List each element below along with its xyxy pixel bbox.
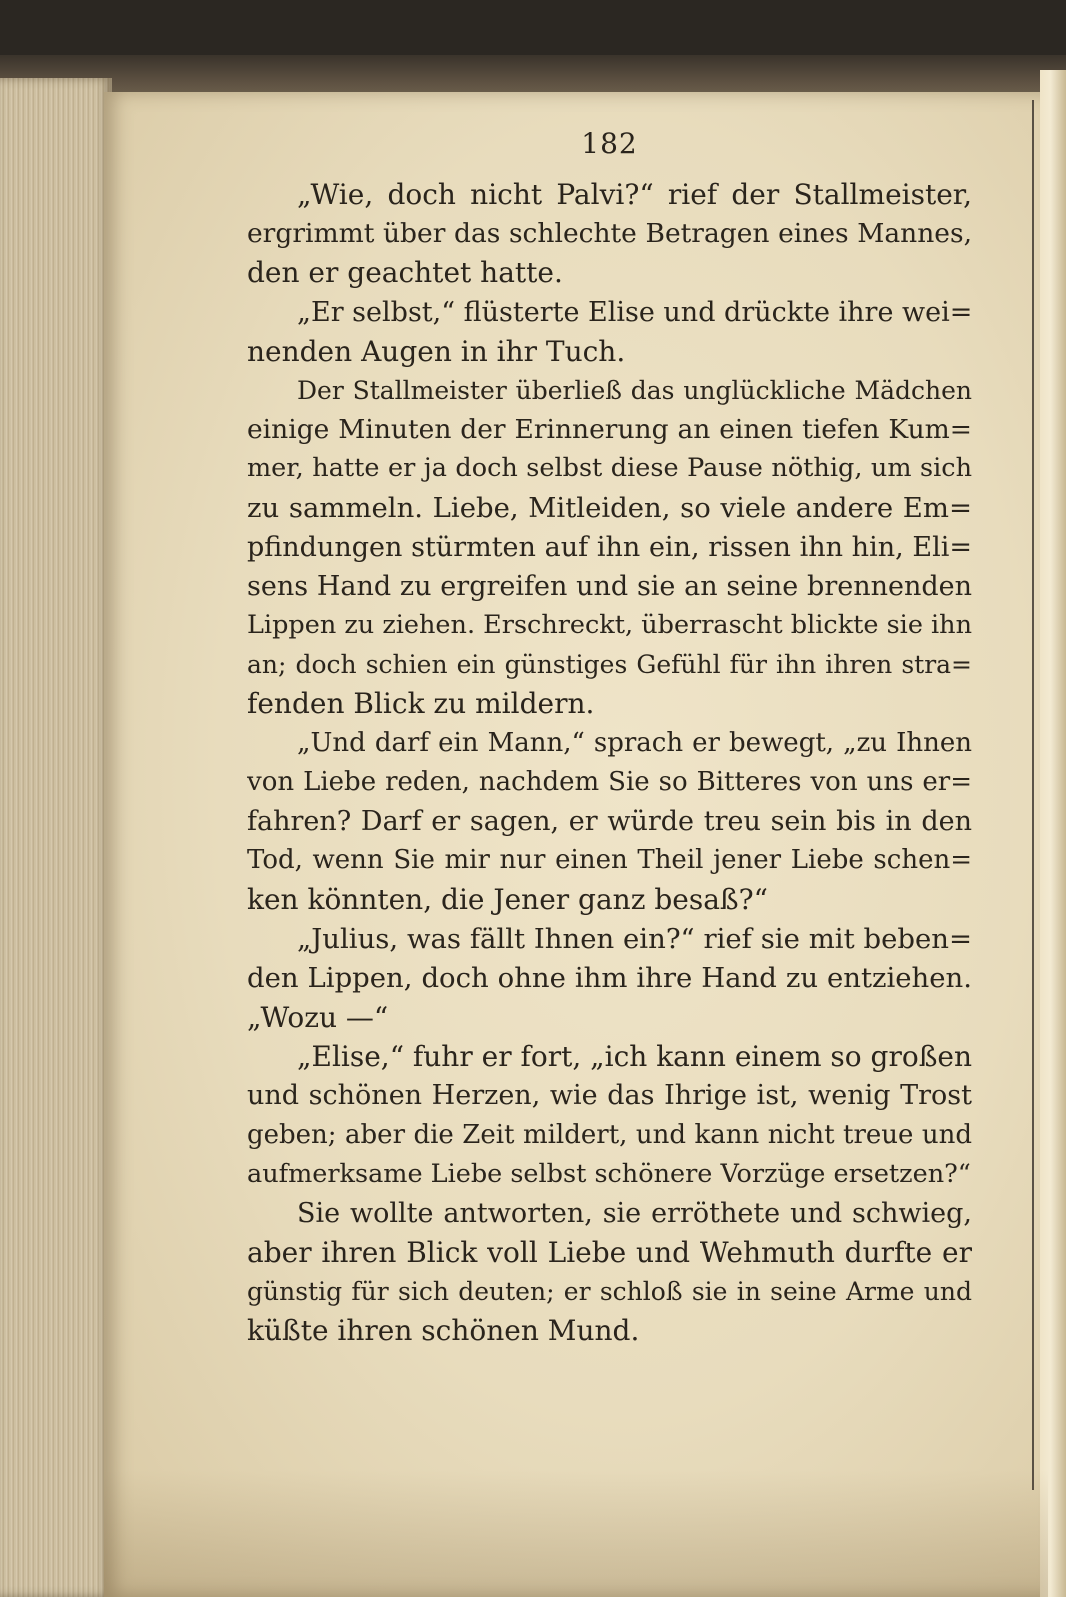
text-line: „Julius, was fällt Ihnen ein?“ rief sie mit beben= bbox=[297, 922, 972, 955]
page-text-block bbox=[247, 127, 972, 1351]
text-line: geben; aber die Zeit mildert, und kann nicht treue und bbox=[247, 1119, 972, 1150]
text-line: zu sammeln. Liebe, Mitleiden, so viele andere Em= bbox=[247, 491, 972, 524]
text-line: und schönen Herzen, wie das Ihrige ist, wenig Trost bbox=[247, 1080, 972, 1112]
facing-page-edge bbox=[1040, 70, 1066, 1597]
text-line: küßte ihren schönen Mund. bbox=[247, 1314, 640, 1348]
text-line: Tod, wenn Sie mir nur einen Theil jener Liebe schen= bbox=[247, 845, 972, 876]
text-line: „Er selbst,“ flüsterte Elise und drückte ihre wei= bbox=[297, 296, 972, 328]
text-line: nenden Augen in ihr Tuch. bbox=[247, 334, 626, 368]
text-line: mer, hatte er ja doch selbst diese Pause nöthig, um sich bbox=[247, 453, 972, 484]
page-number: 182 bbox=[581, 127, 638, 160]
text-line: den Lippen, doch ohne ihm ihre Hand zu entziehen. bbox=[247, 961, 972, 994]
text-line: ken könnten, die Jener ganz besaß?“ bbox=[247, 883, 768, 917]
text-line: Sie wollte antworten, sie erröthete und schwieg, bbox=[297, 1197, 972, 1229]
text-line: pfindungen stürmten auf ihn ein, rissen ihn hin, Eli= bbox=[247, 531, 972, 563]
text-line: „Wozu —“ bbox=[247, 1000, 389, 1034]
text-line: fahren? Darf er sagen, er würde treu sein bis in den bbox=[247, 806, 972, 837]
text-line: „Wie, doch nicht Palvi?“ rief der Stallmeister, bbox=[297, 178, 972, 211]
text-line: fenden Blick zu mildern. bbox=[247, 687, 595, 721]
book-cover-edge bbox=[0, 55, 1066, 97]
text-line: „Elise,“ fuhr er fort, „ich kann einem so großen bbox=[297, 1040, 972, 1074]
text-line: Lippen zu ziehen. Erschreckt, überrascht blickte sie ihn bbox=[247, 610, 972, 641]
text-line: Der Stallmeister überließ das unglückliche Mädchen bbox=[297, 375, 972, 405]
page-stack-edge bbox=[0, 78, 112, 1597]
text-line: aber ihren Blick voll Liebe und Wehmuth durfte er bbox=[247, 1236, 972, 1270]
text-line: „Und darf ein Mann,“ sprach er bewegt, „zu Ihnen bbox=[297, 727, 972, 758]
text-line: aufmerksame Liebe selbst schönere Vorzüge ersetzen?“ bbox=[247, 1158, 971, 1189]
text-line: einige Minuten der Erinnerung an einen tiefen Kum= bbox=[247, 414, 972, 446]
text-line: günstig für sich deuten; er schloß sie in seine Arme und bbox=[247, 1277, 972, 1307]
text-line: den er geachtet hatte. bbox=[247, 256, 563, 290]
text-lines bbox=[247, 175, 972, 1351]
text-line: ergrimmt über das schlechte Betragen eines Mannes, bbox=[247, 218, 972, 250]
page-bottom-shading bbox=[104, 1470, 1048, 1597]
text-line: von Liebe reden, nachdem Sie so Bitteres von uns er= bbox=[247, 766, 972, 797]
text-line: an; doch schien ein günstiges Gefühl für ihn ihren stra= bbox=[247, 650, 972, 680]
text-line: sens Hand zu ergreifen und sie an seine brennenden bbox=[247, 570, 972, 602]
gutter-line bbox=[1032, 100, 1034, 1490]
